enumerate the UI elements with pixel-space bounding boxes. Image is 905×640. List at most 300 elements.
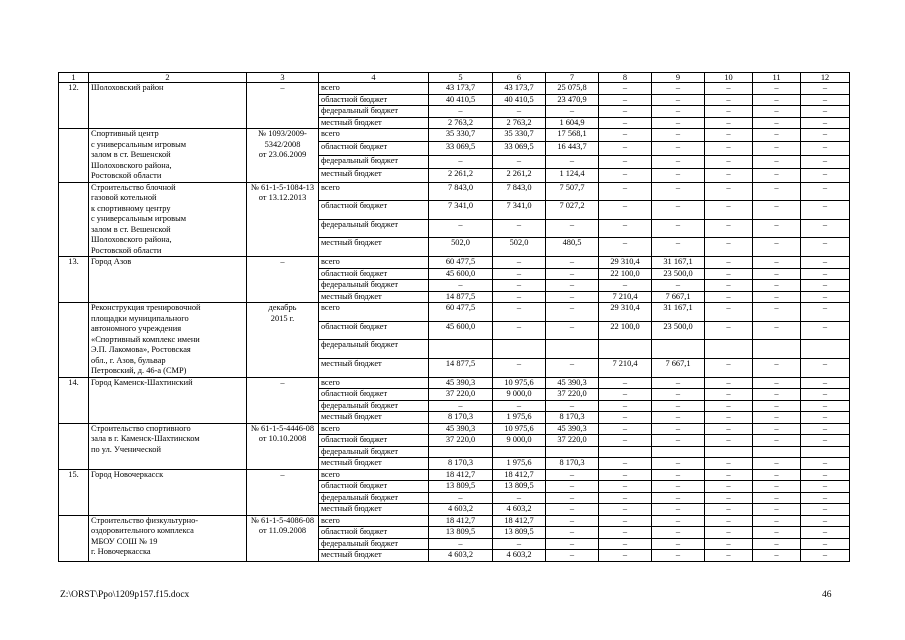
amount-cell: – [652, 400, 705, 412]
amount-cell: 9 000,0 [493, 389, 546, 401]
amount-cell: – [801, 94, 850, 106]
amount-cell: – [705, 94, 753, 106]
amount-cell: – [546, 155, 599, 168]
amount-cell: – [599, 504, 652, 516]
amount-cell: – [801, 412, 850, 424]
amount-cell: – [599, 423, 652, 435]
page-number: 46 [822, 590, 832, 600]
funding-source: федеральный бюджет [319, 446, 429, 458]
amount-cell: – [599, 527, 652, 539]
funding-source: федеральный бюджет [319, 538, 429, 550]
amount-cell [429, 340, 493, 359]
amount-cell: 40 410,5 [429, 94, 493, 106]
amount-cell: – [705, 527, 753, 539]
amount-cell: 7 667,1 [652, 291, 705, 303]
amount-cell: 29 310,4 [599, 257, 652, 269]
object-name: Город Каменск-Шахтинский [89, 377, 247, 423]
amount-cell: – [599, 142, 652, 155]
amount-cell: – [801, 155, 850, 168]
object-name: Спортивный центр с универсальным игровым залом в ст. Вешенской Шолоховского района, Ростовской области [89, 129, 247, 183]
object-name: Город Азов [89, 257, 247, 303]
budget-table [58, 72, 850, 562]
column-number: 12 [801, 73, 850, 83]
amount-cell: – [599, 550, 652, 562]
amount-cell: – [652, 117, 705, 129]
amount-cell: – [705, 182, 753, 201]
amount-cell: 502,0 [429, 238, 493, 257]
amount-cell: – [753, 117, 801, 129]
amount-cell: – [652, 142, 705, 155]
amount-cell: – [429, 538, 493, 550]
amount-cell: – [546, 492, 599, 504]
amount-cell: – [801, 504, 850, 516]
amount-cell: 22 100,0 [599, 321, 652, 340]
amount-cell: – [705, 155, 753, 168]
amount-cell: 37 220,0 [546, 435, 599, 447]
amount-cell [652, 340, 705, 359]
amount-cell: – [705, 83, 753, 95]
amount-cell: – [801, 515, 850, 527]
amount-cell: 7 341,0 [429, 201, 493, 220]
amount-cell: – [705, 504, 753, 516]
amount-cell: 4 603,2 [493, 550, 546, 562]
amount-cell: 31 167,1 [652, 303, 705, 322]
amount-cell: 14 877,5 [429, 358, 493, 377]
amount-cell [705, 340, 753, 359]
amount-cell: – [705, 469, 753, 481]
amount-cell: – [705, 481, 753, 493]
amount-cell: 8 170,3 [429, 458, 493, 470]
amount-cell: 37 220,0 [546, 389, 599, 401]
amount-cell: 13 809,5 [493, 527, 546, 539]
amount-cell: – [652, 238, 705, 257]
amount-cell: – [705, 492, 753, 504]
amount-cell: – [753, 515, 801, 527]
funding-source: федеральный бюджет [319, 340, 429, 359]
document-ref: № 61-1-5-4086-08 от 11.09.2008 [247, 515, 319, 561]
amount-cell [493, 446, 546, 458]
amount-cell: 8 170,3 [546, 412, 599, 424]
amount-cell: – [801, 303, 850, 322]
amount-cell: – [493, 106, 546, 118]
funding-source: всего [319, 303, 429, 322]
amount-cell: 2 261,2 [493, 169, 546, 182]
funding-source: местный бюджет [319, 550, 429, 562]
funding-source: местный бюджет [319, 238, 429, 257]
amount-cell: – [493, 291, 546, 303]
amount-cell: – [801, 117, 850, 129]
column-number: 7 [546, 73, 599, 83]
amount-cell: – [705, 321, 753, 340]
file-path: Z:\ORST\Ppo\1209p157.f15.docx [60, 590, 190, 600]
amount-cell [705, 446, 753, 458]
funding-source: федеральный бюджет [319, 280, 429, 292]
amount-cell: – [753, 257, 801, 269]
amount-cell: 1 124,4 [546, 169, 599, 182]
item-number [59, 182, 89, 257]
amount-cell: – [546, 538, 599, 550]
document-ref: – [247, 83, 319, 129]
amount-cell: – [801, 389, 850, 401]
amount-cell: – [705, 423, 753, 435]
amount-cell: – [801, 182, 850, 201]
amount-cell: 37 220,0 [429, 389, 493, 401]
funding-source: всего [319, 469, 429, 481]
amount-cell: – [652, 412, 705, 424]
funding-source: местный бюджет [319, 504, 429, 516]
amount-cell: – [652, 182, 705, 201]
amount-cell: – [599, 182, 652, 201]
amount-cell: – [599, 492, 652, 504]
table-row [59, 129, 850, 142]
amount-cell: – [429, 400, 493, 412]
amount-cell: – [801, 377, 850, 389]
amount-cell: – [753, 321, 801, 340]
amount-cell: – [546, 469, 599, 481]
amount-cell: – [493, 268, 546, 280]
amount-cell: – [652, 481, 705, 493]
item-number [59, 423, 89, 469]
amount-cell: – [705, 389, 753, 401]
funding-source: областной бюджет [319, 321, 429, 340]
amount-cell [753, 340, 801, 359]
amount-cell: – [429, 219, 493, 238]
amount-cell: 4 603,2 [493, 504, 546, 516]
amount-cell: – [801, 400, 850, 412]
amount-cell: 23 500,0 [652, 321, 705, 340]
amount-cell: 7 843,0 [493, 182, 546, 201]
amount-cell [753, 446, 801, 458]
amount-cell: – [753, 492, 801, 504]
amount-cell: – [705, 280, 753, 292]
amount-cell: 7 507,7 [546, 182, 599, 201]
amount-cell: – [546, 400, 599, 412]
funding-source: федеральный бюджет [319, 492, 429, 504]
amount-cell: – [753, 538, 801, 550]
amount-cell: – [652, 550, 705, 562]
document-ref: декабрь 2015 г. [247, 303, 319, 378]
amount-cell: 25 075,8 [546, 83, 599, 95]
amount-cell: – [801, 169, 850, 182]
funding-source: всего [319, 182, 429, 201]
amount-cell [429, 446, 493, 458]
amount-cell: – [546, 280, 599, 292]
amount-cell: 43 173,7 [493, 83, 546, 95]
amount-cell: – [652, 280, 705, 292]
amount-cell: – [652, 389, 705, 401]
amount-cell: 18 412,7 [493, 515, 546, 527]
document-ref: № 61-1-5-1084-13 от 13.12.2013 [247, 182, 319, 257]
amount-cell: – [546, 550, 599, 562]
amount-cell: – [753, 142, 801, 155]
amount-cell: – [599, 538, 652, 550]
amount-cell: 60 477,5 [429, 303, 493, 322]
amount-cell: – [753, 527, 801, 539]
table-row [59, 257, 850, 269]
amount-cell: – [652, 83, 705, 95]
amount-cell: – [652, 201, 705, 220]
amount-cell: – [705, 257, 753, 269]
amount-cell: 2 261,2 [429, 169, 493, 182]
amount-cell: 8 170,3 [546, 458, 599, 470]
amount-cell: – [753, 94, 801, 106]
object-name: Строительство физкультурно- оздоровительного комплекса МБОУ СОШ № 19 г. Новочеркасска [89, 515, 247, 561]
amount-cell: – [546, 515, 599, 527]
funding-source: всего [319, 423, 429, 435]
document-ref: № 61-1-5-4446-08 от 10.10.2008 [247, 423, 319, 469]
amount-cell: – [429, 155, 493, 168]
amount-cell: – [493, 400, 546, 412]
amount-cell: – [599, 280, 652, 292]
amount-cell: – [705, 412, 753, 424]
amount-cell: – [652, 377, 705, 389]
object-name: Город Новочеркасск [89, 469, 247, 515]
amount-cell: – [599, 83, 652, 95]
column-number: 3 [247, 73, 319, 83]
amount-cell: 22 100,0 [599, 268, 652, 280]
amount-cell: – [493, 321, 546, 340]
amount-cell: – [599, 238, 652, 257]
amount-cell: – [652, 169, 705, 182]
amount-cell: – [599, 155, 652, 168]
amount-cell: 17 568,1 [546, 129, 599, 142]
funding-source: местный бюджет [319, 291, 429, 303]
table-row [59, 182, 850, 201]
amount-cell: – [753, 129, 801, 142]
amount-cell: – [801, 550, 850, 562]
amount-cell: – [705, 201, 753, 220]
amount-cell: 1 975,6 [493, 412, 546, 424]
amount-cell: – [753, 377, 801, 389]
amount-cell: 45 390,3 [429, 423, 493, 435]
funding-source: местный бюджет [319, 358, 429, 377]
column-number: 6 [493, 73, 546, 83]
amount-cell: – [493, 219, 546, 238]
amount-cell: – [705, 515, 753, 527]
amount-cell: 33 069,5 [429, 142, 493, 155]
table-row [59, 83, 850, 95]
item-number [59, 515, 89, 561]
amount-cell: – [801, 469, 850, 481]
amount-cell: – [753, 155, 801, 168]
amount-cell: – [652, 129, 705, 142]
amount-cell: – [599, 515, 652, 527]
amount-cell: – [705, 238, 753, 257]
amount-cell: – [705, 291, 753, 303]
amount-cell [652, 446, 705, 458]
funding-source: областной бюджет [319, 527, 429, 539]
amount-cell: – [753, 481, 801, 493]
funding-source: областной бюджет [319, 435, 429, 447]
amount-cell: 7 027,2 [546, 201, 599, 220]
amount-cell: – [652, 94, 705, 106]
amount-cell: – [753, 238, 801, 257]
amount-cell: 13 809,5 [429, 527, 493, 539]
amount-cell: 45 390,3 [546, 377, 599, 389]
amount-cell: – [753, 550, 801, 562]
amount-cell: – [753, 268, 801, 280]
item-number [59, 129, 89, 183]
amount-cell: – [801, 129, 850, 142]
table-row [59, 303, 850, 322]
funding-source: всего [319, 129, 429, 142]
amount-cell: – [753, 169, 801, 182]
amount-cell: – [493, 280, 546, 292]
amount-cell: – [429, 106, 493, 118]
amount-cell: – [753, 423, 801, 435]
column-number: 10 [705, 73, 753, 83]
amount-cell: – [652, 469, 705, 481]
amount-cell: – [753, 389, 801, 401]
amount-cell: – [801, 481, 850, 493]
amount-cell: 2 763,2 [493, 117, 546, 129]
document-ref: – [247, 469, 319, 515]
amount-cell: 4 603,2 [429, 504, 493, 516]
table-row [59, 377, 850, 389]
object-name: Шолоховский район [89, 83, 247, 129]
amount-cell: – [753, 469, 801, 481]
object-name: Строительство спортивного зала в г. Каменск-Шахтинском по ул. Ученической [89, 423, 247, 469]
amount-cell: – [753, 303, 801, 322]
amount-cell [801, 340, 850, 359]
header-row [59, 73, 850, 83]
amount-cell: 9 000,0 [493, 435, 546, 447]
funding-source: областной бюджет [319, 268, 429, 280]
funding-source: местный бюджет [319, 412, 429, 424]
funding-source: федеральный бюджет [319, 106, 429, 118]
amount-cell: – [493, 538, 546, 550]
amount-cell: – [652, 458, 705, 470]
amount-cell: – [753, 182, 801, 201]
amount-cell: 18 412,7 [493, 469, 546, 481]
amount-cell: – [801, 538, 850, 550]
amount-cell: – [546, 321, 599, 340]
amount-cell: – [599, 219, 652, 238]
amount-cell: – [801, 201, 850, 220]
amount-cell: 35 330,7 [429, 129, 493, 142]
column-number: 2 [89, 73, 247, 83]
amount-cell: 1 604,9 [546, 117, 599, 129]
amount-cell: – [599, 435, 652, 447]
column-number: 5 [429, 73, 493, 83]
amount-cell: – [801, 527, 850, 539]
column-number: 1 [59, 73, 89, 83]
table-row [59, 515, 850, 527]
funding-source: федеральный бюджет [319, 219, 429, 238]
amount-cell: 7 341,0 [493, 201, 546, 220]
amount-cell: – [493, 358, 546, 377]
amount-cell: – [753, 504, 801, 516]
amount-cell: 7 667,1 [652, 358, 705, 377]
amount-cell: – [801, 435, 850, 447]
amount-cell: – [493, 492, 546, 504]
amount-cell: – [429, 280, 493, 292]
item-number [59, 303, 89, 378]
amount-cell: 23 470,9 [546, 94, 599, 106]
amount-cell: – [599, 412, 652, 424]
amount-cell: – [652, 527, 705, 539]
amount-cell: 18 412,7 [429, 469, 493, 481]
amount-cell: 37 220,0 [429, 435, 493, 447]
amount-cell [546, 340, 599, 359]
amount-cell: – [546, 257, 599, 269]
amount-cell [493, 340, 546, 359]
amount-cell: – [652, 515, 705, 527]
amount-cell: – [599, 400, 652, 412]
amount-cell: – [599, 377, 652, 389]
funding-source: местный бюджет [319, 458, 429, 470]
funding-source: областной бюджет [319, 201, 429, 220]
amount-cell: – [753, 201, 801, 220]
amount-cell: 14 877,5 [429, 291, 493, 303]
amount-cell: – [599, 481, 652, 493]
funding-source: всего [319, 377, 429, 389]
amount-cell: – [753, 400, 801, 412]
amount-cell: – [705, 435, 753, 447]
amount-cell: – [801, 257, 850, 269]
amount-cell: – [753, 280, 801, 292]
amount-cell: – [599, 106, 652, 118]
amount-cell: – [652, 504, 705, 516]
document-ref: – [247, 257, 319, 303]
amount-cell: – [599, 117, 652, 129]
funding-source: областной бюджет [319, 389, 429, 401]
column-number: 4 [319, 73, 429, 83]
amount-cell: – [652, 435, 705, 447]
amount-cell: – [546, 358, 599, 377]
amount-cell: 31 167,1 [652, 257, 705, 269]
amount-cell: – [705, 358, 753, 377]
amount-cell: 23 500,0 [652, 268, 705, 280]
amount-cell: – [753, 291, 801, 303]
amount-cell: – [652, 492, 705, 504]
amount-cell: – [705, 117, 753, 129]
amount-cell: – [753, 219, 801, 238]
amount-cell: – [493, 155, 546, 168]
amount-cell: – [546, 504, 599, 516]
amount-cell: 45 600,0 [429, 321, 493, 340]
table-row [59, 469, 850, 481]
amount-cell: 10 975,6 [493, 377, 546, 389]
amount-cell: – [599, 458, 652, 470]
amount-cell: – [801, 219, 850, 238]
document-ref: – [247, 377, 319, 423]
amount-cell: – [705, 377, 753, 389]
amount-cell [801, 446, 850, 458]
amount-cell: – [753, 458, 801, 470]
amount-cell: – [705, 458, 753, 470]
amount-cell: – [705, 142, 753, 155]
table-row [59, 423, 850, 435]
amount-cell: 45 600,0 [429, 268, 493, 280]
amount-cell: – [705, 219, 753, 238]
amount-cell: – [705, 106, 753, 118]
amount-cell: 2 763,2 [429, 117, 493, 129]
amount-cell: 7 210,4 [599, 358, 652, 377]
amount-cell: – [652, 219, 705, 238]
amount-cell: – [599, 129, 652, 142]
amount-cell: – [652, 106, 705, 118]
amount-cell: – [753, 412, 801, 424]
amount-cell: 45 390,3 [429, 377, 493, 389]
item-number: 15. [59, 469, 89, 515]
amount-cell: – [801, 142, 850, 155]
amount-cell: – [493, 257, 546, 269]
amount-cell: – [705, 303, 753, 322]
amount-cell: – [801, 106, 850, 118]
funding-source: областной бюджет [319, 142, 429, 155]
funding-source: федеральный бюджет [319, 155, 429, 168]
